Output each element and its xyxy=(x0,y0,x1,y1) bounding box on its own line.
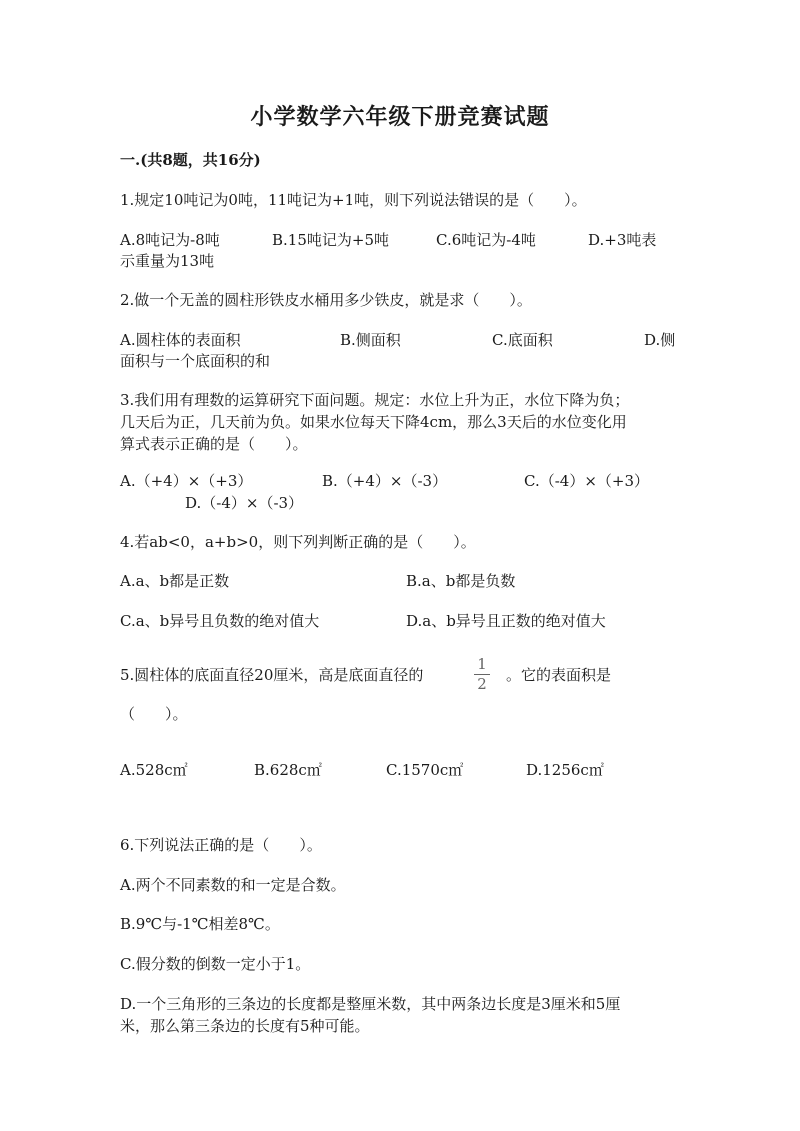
q4-option-a: A.a、b都是正数 xyxy=(120,572,230,590)
q6-stem: 6.下列说法正确的是（ ）。 xyxy=(120,836,322,854)
q6-option-d-line1: D.一个三角形的三条边的长度都是整厘米数，其中两条边长度是3厘米和5厘 xyxy=(120,995,621,1013)
q3-stem-line3: 算式表示正确的是（ ）。 xyxy=(120,435,308,453)
q5-option-d: D.1256c㎡ xyxy=(526,761,604,779)
q5-option-b: B.628c㎡ xyxy=(254,761,322,779)
q5-stem-before: 5.圆柱体的底面直径20厘米，高是底面直径的 xyxy=(120,666,424,684)
q2-option-b: B.侧面积 xyxy=(340,331,401,349)
q6-option-b: B.9℃与-1℃相差8℃。 xyxy=(120,915,280,933)
q2-stem: 2.做一个无盖的圆柱形铁皮水桶用多少铁皮，就是求（ ）。 xyxy=(120,291,532,309)
q3-option-c: C.（-4）×（+3） xyxy=(524,472,650,490)
q1-option-c: C.6吨记为-4吨 xyxy=(436,231,536,249)
q1-stem: 1.规定10吨记为0吨，11吨记为+1吨，则下列说法错误的是（ ）。 xyxy=(120,191,587,209)
q4-option-b: B.a、b都是负数 xyxy=(406,572,516,590)
q2-option-a: A.圆柱体的表面积 xyxy=(120,331,241,349)
q3-stem-line1: 3.我们用有理数的运算研究下面问题。规定：水位上升为正，水位下降为负； xyxy=(120,391,630,409)
q3-option-d: D.（-4）×（-3） xyxy=(185,494,304,512)
q5-option-c: C.1570c㎡ xyxy=(386,761,464,779)
page-title: 小学数学六年级下册竞赛试题 xyxy=(250,104,550,130)
q1-option-b: B.15吨记为+5吨 xyxy=(272,231,389,249)
q1-option-d: D.+3吨表 xyxy=(588,231,657,249)
fraction-denominator: 2 xyxy=(477,675,487,693)
q4-option-c: C.a、b异号且负数的绝对值大 xyxy=(120,612,320,630)
q1-option-a: A.8吨记为-8吨 xyxy=(120,231,220,249)
q4-option-d: D.a、b异号且正数的绝对值大 xyxy=(406,612,606,630)
q1-option-d-continued: 示重量为13吨 xyxy=(120,252,215,270)
fraction-numerator: 1 xyxy=(477,655,487,673)
q2-option-d-continued: 面积与一个底面积的和 xyxy=(120,352,271,370)
q4-stem: 4.若ab<0，a+b>0，则下列判断正确的是（ ）。 xyxy=(120,533,476,551)
q5-option-a: A.528c㎡ xyxy=(120,761,188,779)
section-heading: 一.(共8题，共16分) xyxy=(120,151,261,169)
q2-option-d: D.侧 xyxy=(644,331,676,349)
q6-option-a: A.两个不同素数的和一定是合数。 xyxy=(120,876,346,894)
q6-option-d-line2: 米，那么第三条边的长度有5种可能。 xyxy=(120,1017,370,1035)
q3-option-b: B.（+4）×（-3） xyxy=(322,472,448,490)
q3-stem-line2: 几天后为正，几天前为负。如果水位每天下降4cm，那么3天后的水位变化用 xyxy=(120,413,627,431)
q3-option-a: A.（+4）×（+3） xyxy=(120,472,253,490)
q5-stem-line2: （ ）。 xyxy=(120,705,188,723)
q2-option-c: C.底面积 xyxy=(492,331,553,349)
q5-fraction-one-half xyxy=(474,657,490,692)
q5-stem-after: 。它的表面积是 xyxy=(506,666,612,684)
q6-option-c: C.假分数的倒数一定小于1。 xyxy=(120,955,311,973)
